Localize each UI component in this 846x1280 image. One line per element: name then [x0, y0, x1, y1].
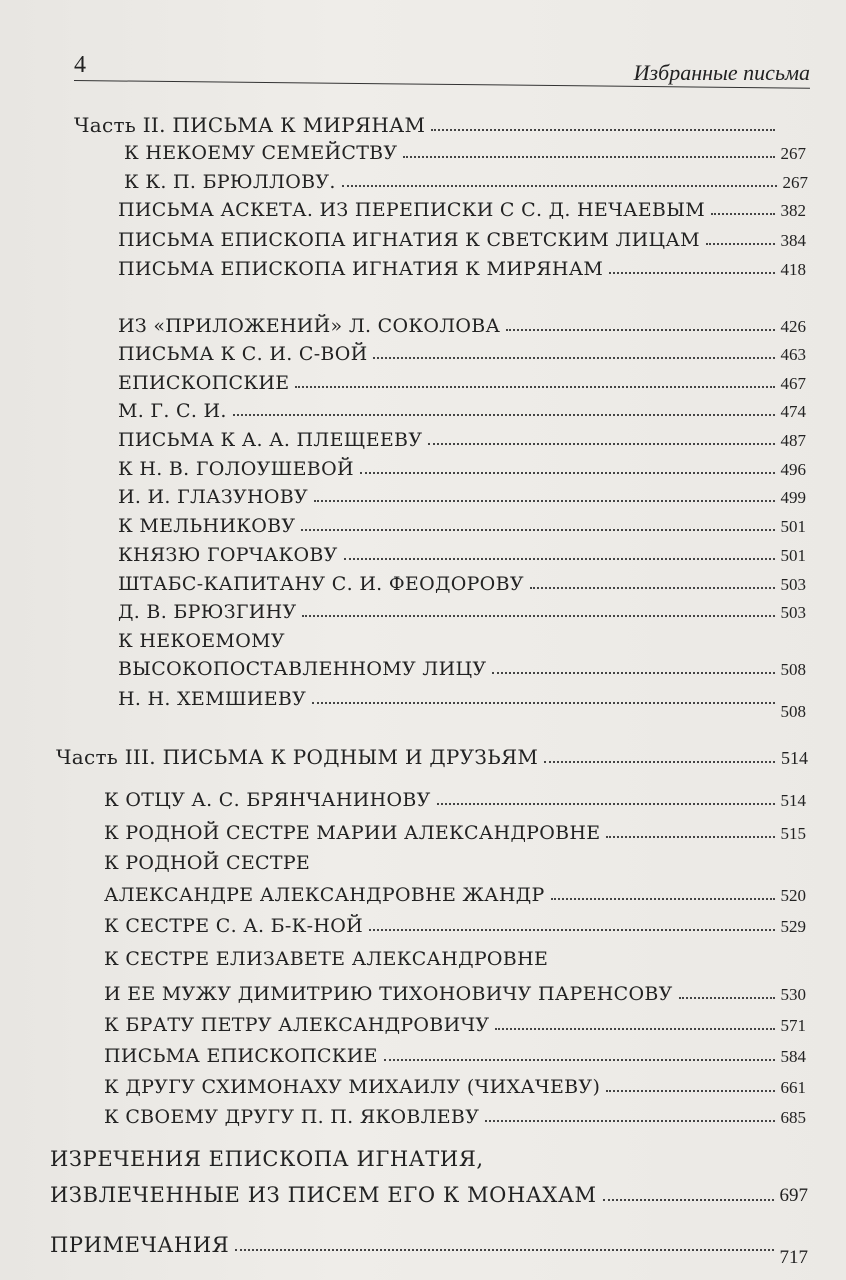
dot-leader [428, 442, 774, 445]
toc-entry-title: КНЯЗЮ ГОРЧАКОВУ [118, 544, 338, 566]
toc-entry-page: 463 [780, 345, 806, 364]
dot-leader [706, 242, 775, 245]
toc-entry-page: 529 [780, 917, 806, 936]
dot-leader [603, 1198, 774, 1201]
toc-entry-page: 685 [780, 1108, 806, 1127]
page-number: 4 [74, 52, 86, 78]
toc-entry-title: К НЕКОЕМУ СЕМЕЙСТВУ [124, 142, 398, 164]
toc-entry-page: 501 [780, 517, 806, 536]
toc-section-heading [50, 1147, 808, 1171]
dot-leader [235, 1248, 773, 1251]
toc-entry [118, 658, 806, 680]
dot-leader [606, 1089, 774, 1092]
toc-entry-title: ИЗ «ПРИЛОЖЕНИЙ» Л. СОКОЛОВА [118, 315, 501, 337]
toc-entry-title: ПИСЬМА К С. И. С-ВОЙ [118, 343, 368, 365]
dot-leader [431, 128, 775, 131]
toc-entry-page: 514 [780, 791, 806, 810]
toc-entry-page: 418 [780, 260, 806, 279]
toc-entry-title: К СЕСТРЕ ЕЛИЗАВЕТЕ АЛЕКСАНДРОВНЕ [104, 948, 549, 970]
toc-entry-title: ВЫСОКОПОСТАВЛЕННОМУ ЛИЦУ [118, 658, 487, 680]
toc-entry [104, 948, 806, 970]
toc-entry-title: ШТАБС-КАПИТАНУ С. И. ФЕОДОРОВУ [118, 573, 524, 595]
toc-entry-page: 496 [780, 460, 806, 479]
toc-entry [104, 1106, 806, 1128]
toc-entry-title: И ЕЕ МУЖУ ДИМИТРИЮ ТИХОНОВИЧУ ПАРЕНСОВУ [104, 983, 673, 1005]
toc-entry-page: 467 [780, 374, 806, 393]
dot-leader [301, 528, 774, 531]
dot-leader [302, 614, 774, 617]
toc-entry [118, 688, 806, 721]
toc-entry [104, 1045, 806, 1067]
dot-leader [295, 385, 774, 388]
toc-entry-page: 503 [780, 603, 806, 622]
toc-entry-title: М. Г. С. И. [118, 400, 227, 422]
toc-entry [104, 822, 806, 844]
toc-entry [118, 429, 806, 451]
dot-leader [485, 1119, 774, 1122]
toc-section-heading [50, 1233, 808, 1268]
toc-entry-page: 501 [780, 546, 806, 565]
dot-leader [506, 328, 774, 331]
toc-entry [118, 458, 806, 480]
toc-entry-title: ИЗВЛЕЧЕННЫЕ ИЗ ПИСЕМ ЕГО К МОНАХАМ [50, 1183, 597, 1207]
toc-entry [124, 142, 806, 164]
dot-leader [606, 835, 774, 838]
toc-entry [118, 315, 806, 337]
toc-entry-page: 426 [780, 317, 806, 336]
toc-entry [104, 789, 806, 811]
toc-entry-page: 508 [780, 702, 806, 721]
dot-leader [711, 212, 775, 215]
dot-leader [360, 471, 775, 474]
toc-entry-title: К К. П. БРЮЛЛОВУ. [124, 171, 336, 193]
toc-entry-title: ПИСЬМА К А. А. ПЛЕЩЕЕВУ [118, 429, 423, 451]
dot-leader [403, 155, 774, 158]
toc-entry [118, 486, 806, 508]
toc-entry [118, 258, 806, 280]
toc-entry-page: 717 [779, 1247, 808, 1268]
dot-leader [369, 928, 775, 931]
toc-entry [118, 229, 806, 251]
dot-leader [492, 671, 774, 674]
toc-entry-title: К ОТЦУ А. С. БРЯНЧАНИНОВУ [104, 789, 431, 811]
toc-entry-page: 384 [780, 231, 806, 250]
toc-entry-page: 508 [780, 660, 806, 679]
toc-entry [104, 1076, 806, 1098]
toc-entry-title: К МЕЛЬНИКОВУ [118, 515, 296, 537]
toc-entry-page: 267 [780, 144, 806, 163]
toc-entry-page: 584 [780, 1047, 806, 1066]
toc-entry-page: 487 [780, 431, 806, 450]
toc-entry-title: К ДРУГУ СХИМОНАХУ МИХАИЛУ (ЧИХАЧЕВУ) [104, 1076, 601, 1098]
dot-leader [314, 499, 774, 502]
toc-entry-title: ПРИМЕЧАНИЯ [50, 1233, 230, 1257]
toc-entry [118, 544, 806, 566]
toc-entry-title: ИЗРЕЧЕНИЯ ЕПИСКОПА ИГНАТИЯ, [50, 1147, 484, 1171]
toc-entry [104, 915, 806, 937]
toc-entry [118, 601, 806, 623]
toc-entry-page: 530 [780, 985, 806, 1004]
dot-leader [437, 802, 775, 805]
toc-entry-title: Н. Н. ХЕМШИЕВУ [118, 688, 307, 710]
toc-part-heading [74, 113, 808, 137]
toc-entry-title: ПИСЬМА АСКЕТА. ИЗ ПЕРЕПИСКИ С С. Д. НЕЧАЕВЫМ [118, 199, 705, 221]
toc-entry [118, 573, 806, 595]
toc-entry-page: 499 [780, 488, 806, 507]
toc-entry [104, 884, 806, 906]
toc-entry-page: 503 [780, 575, 806, 594]
toc-entry-page: 661 [780, 1078, 806, 1097]
dot-leader [544, 760, 775, 763]
toc-entry-title: К СВОЕМУ ДРУГУ П. П. ЯКОВЛЕВУ [104, 1106, 480, 1128]
dot-leader [384, 1058, 775, 1061]
toc-entry-title: Часть III. ПИСЬМА К РОДНЫМ И ДРУЗЬЯМ [56, 745, 539, 769]
toc-entry-title: ЕПИСКОПСКИЕ [118, 372, 290, 394]
toc-entry-page: 514 [781, 748, 808, 768]
toc-entry-title: К НЕКОЕМОМУ [118, 630, 285, 652]
toc-entry-title: ПИСЬМА ЕПИСКОПА ИГНАТИЯ К МИРЯНАМ [118, 258, 604, 280]
toc-entry [104, 983, 806, 1005]
toc-entry [118, 630, 806, 652]
toc-entry [118, 343, 806, 365]
toc-entry-title: ПИСЬМА ЕПИСКОПСКИЕ [104, 1045, 378, 1067]
toc-entry-title: К РОДНОЙ СЕСТРЕ [104, 852, 311, 874]
toc-part-heading [56, 745, 808, 769]
toc-entry-page: 382 [780, 201, 806, 220]
toc-entry [104, 1014, 806, 1036]
toc-entry-title: И. И. ГЛАЗУНОВУ [118, 486, 309, 508]
toc-entry-page: 697 [779, 1185, 808, 1206]
toc-entry-page: 520 [780, 886, 806, 905]
toc-entry [118, 199, 806, 221]
toc-entry-title: ПИСЬМА ЕПИСКОПА ИГНАТИЯ К СВЕТСКИМ ЛИЦАМ [118, 229, 700, 251]
dot-leader [344, 557, 775, 560]
toc-entry-title: К СЕСТРЕ С. А. Б-К-НОЙ [104, 915, 363, 937]
toc-entry [104, 852, 806, 874]
toc-entry-title: К РОДНОЙ СЕСТРЕ МАРИИ АЛЕКСАНДРОВНЕ [104, 822, 601, 844]
toc-entry-title: К БРАТУ ПЕТРУ АЛЕКСАНДРОВИЧУ [104, 1014, 490, 1036]
toc-entry-page: 267 [782, 173, 808, 192]
dot-leader [679, 996, 775, 999]
toc-entry-page: 571 [780, 1016, 806, 1035]
toc-entry-page: 474 [780, 402, 806, 421]
dot-leader [495, 1027, 774, 1030]
dot-leader [373, 356, 774, 359]
toc-entry-title: К Н. В. ГОЛОУШЕВОЙ [118, 458, 354, 480]
dot-leader [312, 701, 774, 704]
dot-leader [609, 271, 774, 274]
toc-entry [118, 515, 806, 537]
toc-entry [124, 171, 808, 193]
toc-entry [118, 372, 806, 394]
dot-leader [233, 413, 775, 416]
running-title: Избранные письма [633, 60, 810, 85]
toc-entry-title: АЛЕКСАНДРЕ АЛЕКСАНДРОВНЕ ЖАНДР [104, 884, 545, 906]
toc-entry-title: Д. В. БРЮЗГИНУ [118, 601, 297, 623]
dot-leader [342, 184, 777, 187]
toc-entry [118, 400, 806, 422]
toc-entry-title: Часть II. ПИСЬМА К МИРЯНАМ [74, 113, 426, 137]
toc-entry-page: 515 [780, 824, 806, 843]
dot-leader [551, 897, 775, 900]
dot-leader [530, 586, 775, 589]
toc-section-heading [50, 1183, 808, 1207]
